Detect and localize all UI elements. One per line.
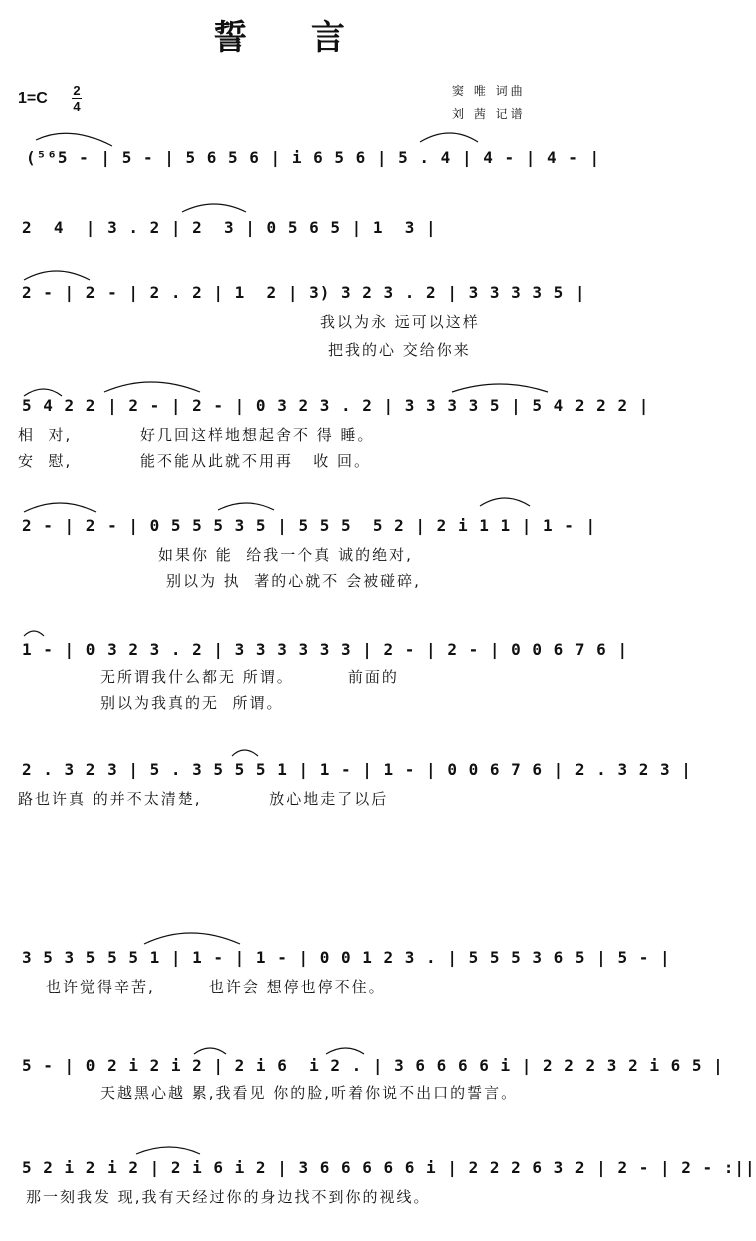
lyric-verse-2: 别以为我真的无 所谓。: [100, 694, 284, 712]
slur-arc: [452, 384, 548, 392]
lyric-verse-1: 也许觉得辛苦, 也许会 想停也停不住。: [46, 978, 386, 996]
lyric-verse-1: 相 对, 好几回这样地想起舍不 得 睡。: [18, 426, 375, 444]
lyric-verse-1: 无所谓我什么都无 所谓。 前面的: [100, 668, 399, 686]
lyric-verse-1: 我以为永 远可以这样: [320, 313, 480, 331]
notation-line: 5 2 i 2 i 2 | 2 i 6 i 2 | 3 6 6 6 6 6 i | 2 2 2 6 3 2 | 2 - | 2 - :||: [22, 1158, 756, 1177]
slur-arc: [136, 1147, 200, 1154]
lyric-verse-1: 路也许真 的并不太清楚, 放心地走了以后: [18, 790, 389, 808]
lyric-verse-2: 安 慰, 能不能从此就不用再 收 回。: [18, 452, 372, 470]
time-signature: [72, 84, 82, 113]
slur-arc: [104, 382, 200, 392]
lyric-verse-1: 那一刻我发 现,我有天经过你的身边找不到你的视线。: [26, 1188, 431, 1206]
slur-arc: [194, 1048, 226, 1054]
slur-arc: [24, 271, 90, 280]
slur-arc: [480, 498, 530, 506]
song-title: 誓 言: [213, 18, 371, 58]
credit-transcriber: 刘 茜 记谱: [452, 107, 526, 121]
notation-line: 5 4 2 2 | 2 - | 2 - | 0 3 2 3 . 2 | 3 3 3 3 5 | 5 4 2 2 2 |: [22, 396, 650, 415]
slur-arc: [24, 503, 96, 512]
slur-arc: [232, 750, 258, 756]
lyric-verse-2: 把我的心 交给你来: [328, 341, 471, 359]
meter-top: 2: [73, 83, 81, 98]
credit-lyrics-music: 窦 唯 词曲: [452, 84, 526, 98]
notation-line: 2 . 3 2 3 | 5 . 3 5 5 5 1 | 1 - | 1 - | 0 0 6 7 6 | 2 . 3 2 3 |: [22, 760, 692, 779]
lyric-verse-2: 别以为 执 著的心就不 会被碰碎,: [166, 572, 421, 590]
slur-arc: [218, 503, 274, 510]
notation-line: 1 - | 0 3 2 3 . 2 | 3 3 3 3 3 3 | 2 - | 2 - | 0 0 6 7 6 |: [22, 640, 629, 659]
slur-arc: [144, 933, 240, 944]
slur-arc: [326, 1048, 364, 1054]
meter-bottom: 4: [73, 99, 81, 114]
notation-line: (⁵⁶5 - | 5 - | 5 6 5 6 | i 6 5 6 | 5 . 4 | 4 - | 4 - |: [26, 148, 601, 167]
lyric-verse-1: 天越黑心越 累,我看见 你的脸,听着你说不出口的誓言。: [100, 1084, 519, 1102]
slur-arc: [24, 389, 62, 396]
notation-line: 2 4 | 3 . 2 | 2 3 | 0 5 6 5 | 1 3 |: [22, 218, 437, 237]
notation-line: 5 - | 0 2 i 2 i 2 | 2 i 6 i 2 . | 3 6 6 6 6 i | 2 2 2 3 2 i 6 5 |: [22, 1056, 724, 1075]
notation-line: 3 5 3 5 5 5 1 | 1 - | 1 - | 0 0 1 2 3 . | 5 5 5 3 6 5 | 5 - |: [22, 948, 671, 967]
notation-line: 2 - | 2 - | 2 . 2 | 1 2 | 3) 3 2 3 . 2 | 3 3 3 3 5 |: [22, 283, 586, 302]
key-signature: 1=C: [18, 90, 48, 107]
slur-arc: [36, 133, 112, 146]
slur-arc: [24, 631, 44, 636]
lyric-verse-1: 如果你 能 给我一个真 诚的绝对,: [158, 546, 413, 564]
notation-line: 2 - | 2 - | 0 5 5 5 3 5 | 5 5 5 5 2 | 2 i 1 1 | 1 - |: [22, 516, 597, 535]
slur-arc: [420, 133, 478, 142]
slur-arc: [182, 204, 246, 212]
